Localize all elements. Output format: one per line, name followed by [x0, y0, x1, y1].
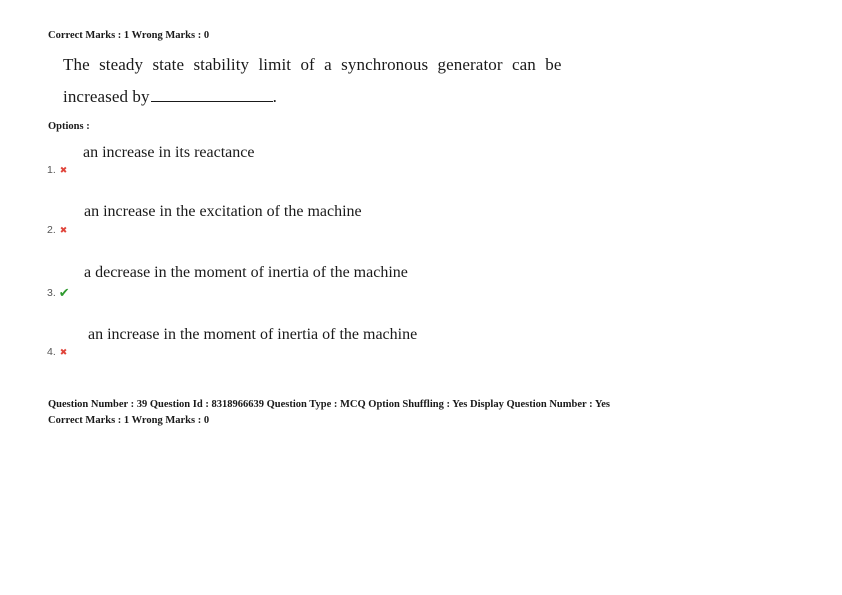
option-4-marker: [47, 346, 67, 358]
answer-blank: [151, 87, 273, 102]
cross-icon: ✖: [59, 164, 68, 175]
cross-icon: ✖: [59, 224, 68, 235]
correct-wrong-marks-header: Correct Marks : 1 Wrong Marks : 0: [48, 30, 210, 41]
option-4-text: an increase in the moment of inertia of the machine: [88, 326, 418, 343]
option-2-text: an increase in the excitation of the machine: [84, 203, 362, 220]
question-info-line: Question Number : 39 Question Id : 8318966639 Question Type : MCQ Option Shuffling : Yes Display Question Number : Yes: [48, 399, 611, 410]
option-2-marker: [47, 224, 67, 236]
option-1-number: 1.: [47, 164, 56, 176]
question-text-line-1: The steady state stability limit of a synchronous generator can be: [63, 55, 562, 74]
option-4-number: 4.: [47, 346, 56, 358]
option-2-number: 2.: [47, 224, 56, 236]
check-icon: ✔: [58, 285, 70, 300]
option-1-text: an increase in its reactance: [83, 144, 255, 161]
question-text-prefix: increased by: [63, 87, 150, 106]
question-text-line-2: [63, 87, 277, 107]
footer-marks-line: Correct Marks : 1 Wrong Marks : 0: [48, 415, 210, 426]
option-3-marker: [47, 285, 70, 301]
question-text-suffix: .: [272, 87, 277, 106]
option-1-marker: [47, 164, 67, 176]
option-3-number: 3.: [47, 287, 56, 299]
cross-icon: ✖: [59, 346, 68, 357]
option-3-text: a decrease in the moment of inertia of the machine: [84, 264, 408, 281]
options-label: Options :: [48, 121, 90, 132]
